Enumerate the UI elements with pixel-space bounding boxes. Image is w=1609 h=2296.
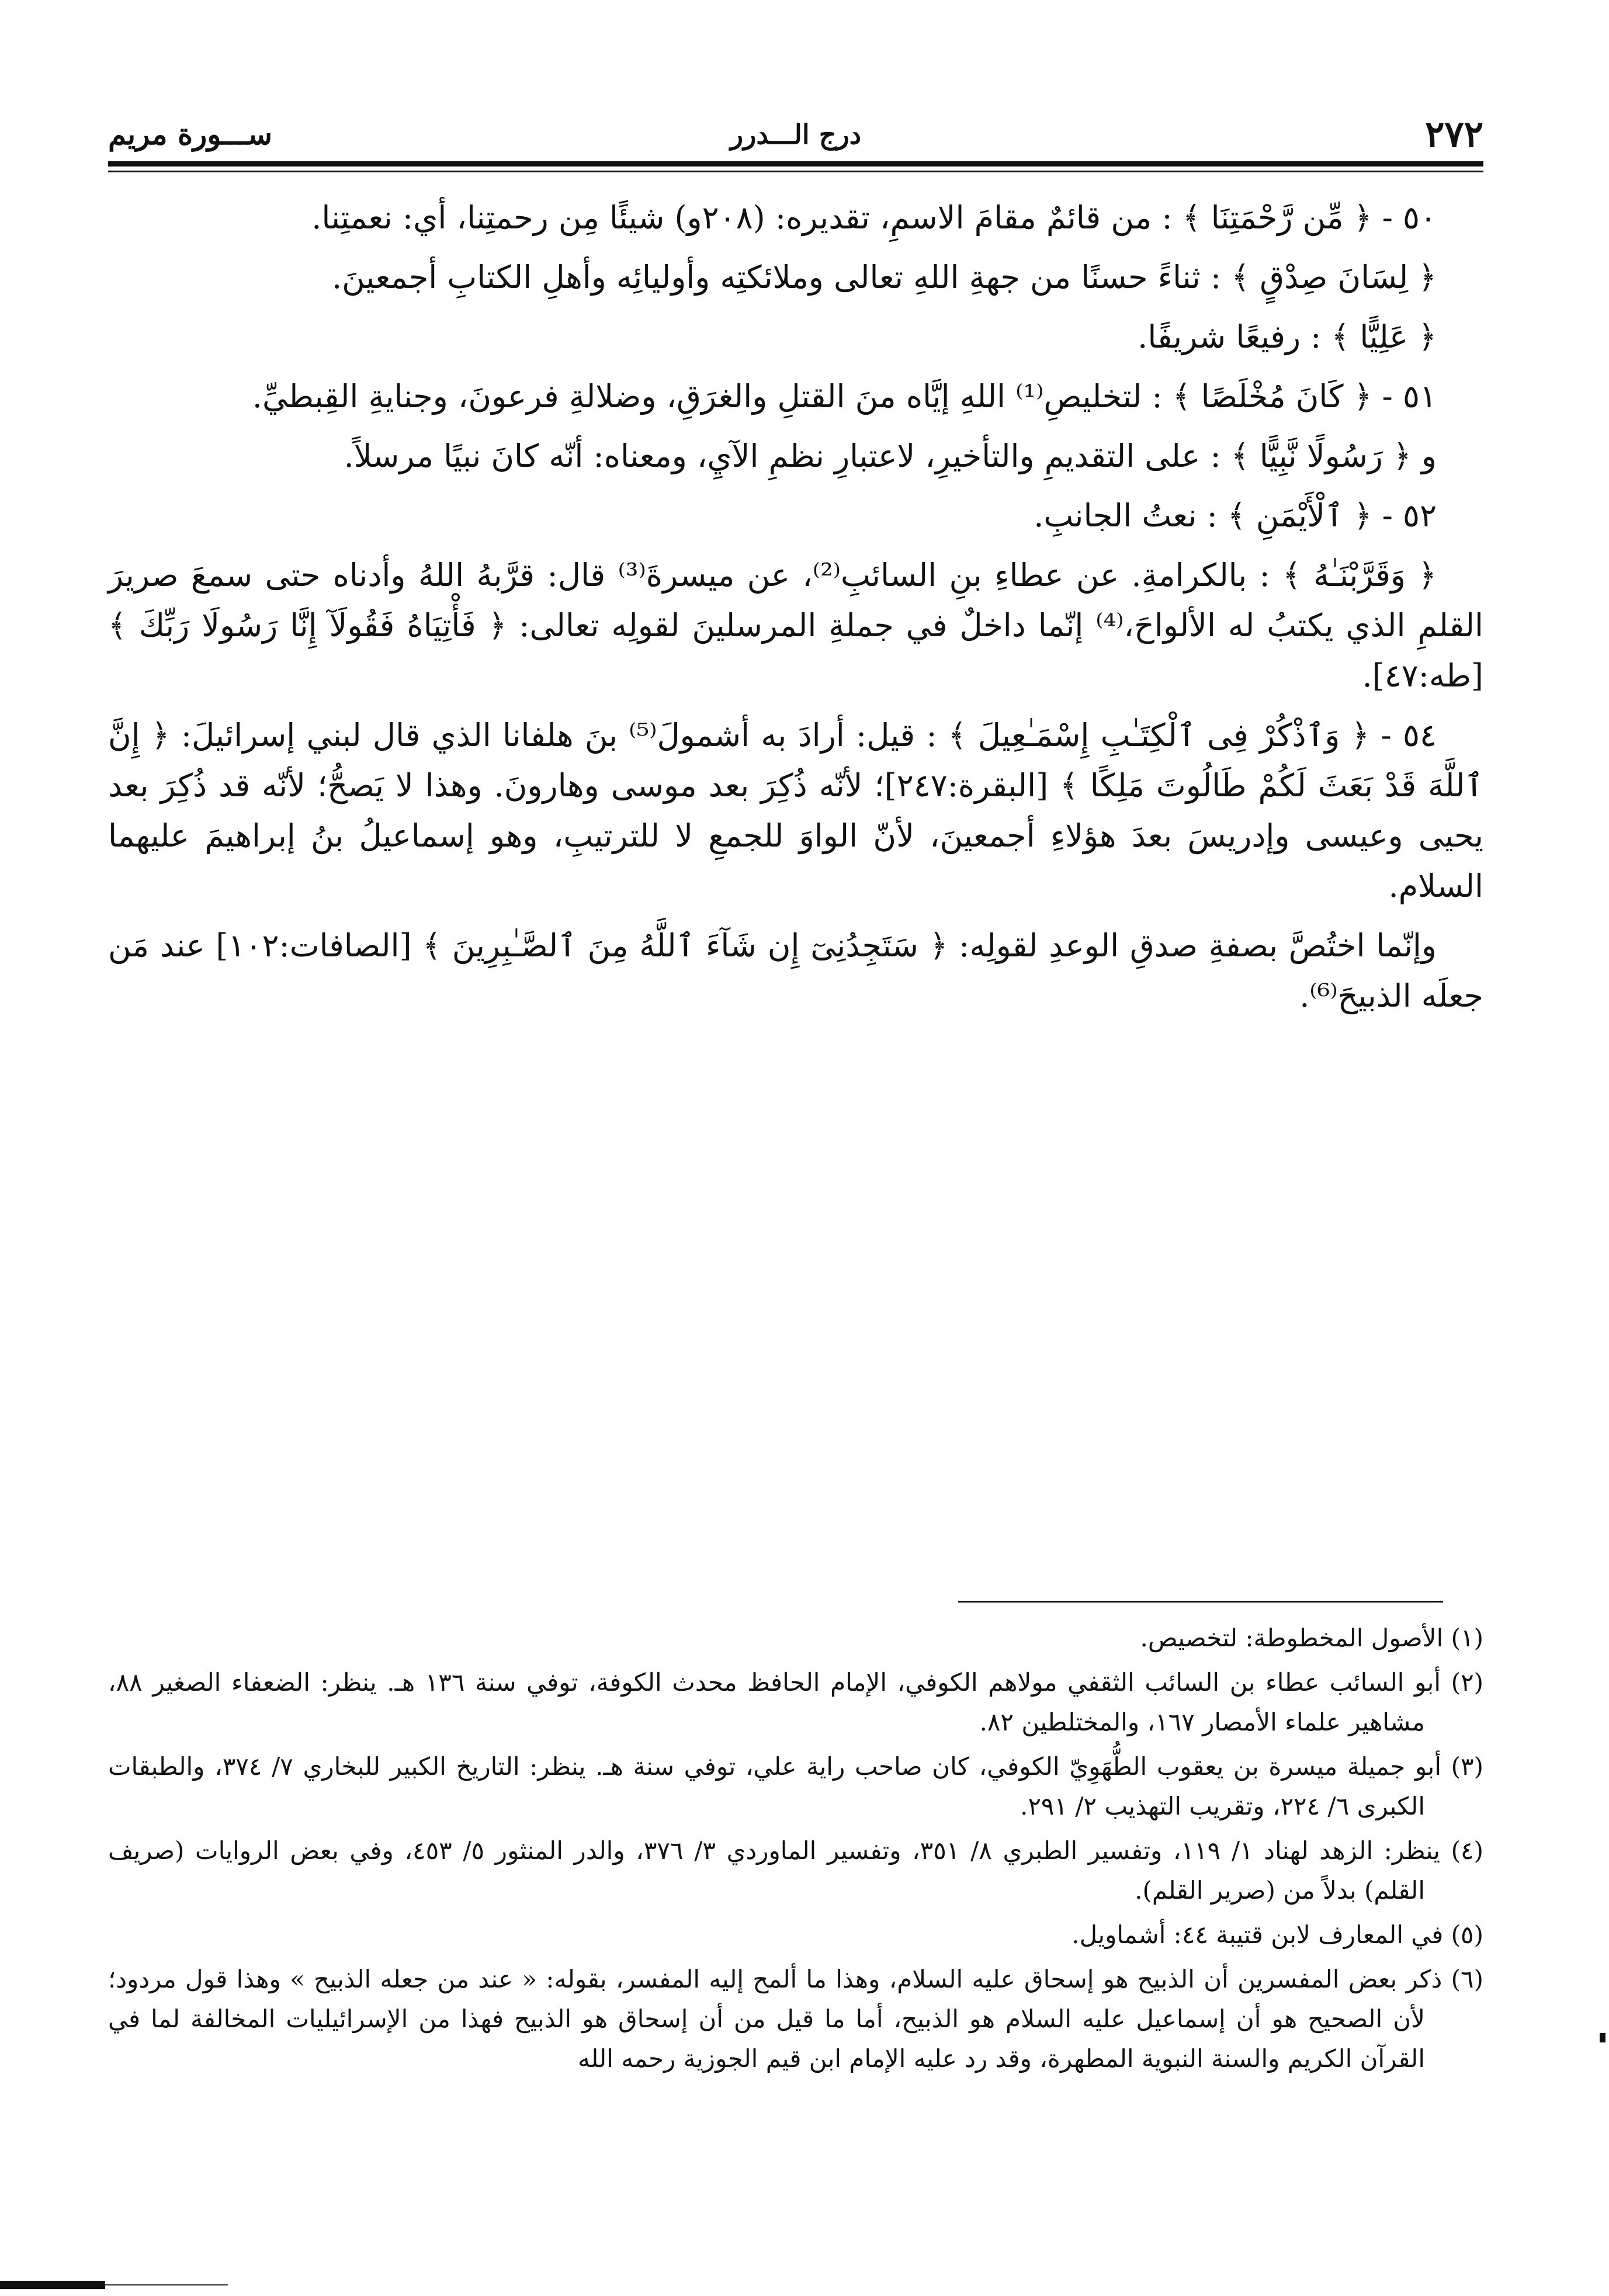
book-title: درج الـــدرر (730, 119, 862, 150)
page-number: ٢٧٢ (1425, 113, 1483, 155)
paragraph-sidq-al-wad: وإنّما اختُصَّ بصفةِ صدقِ الوعدِ لقولِه: ﴿ سَتَجِدُنِىٓ إِن شَآءَ ٱللَّهُ مِنَ ٱلصَّـٰبِرِينَ ﴾ [الصافات:١٠٢] عند مَن جعلَه الذبيحَ⁽⁶⁾. (108, 927, 1483, 1014)
scan-mark (1600, 2033, 1605, 2042)
footnotes (108, 1618, 1483, 2083)
paragraph-verse-54: ٥٤ - ﴿ وَٱذْكُرْ فِى ٱلْكِتَـٰبِ إِسْمَـٰعِيلَ ﴾ : قيل: أرادَ به أشمولَ⁽⁵⁾ بنَ هلفانا الذي قال لبني إسرائيلَ: ﴿ إِنَّ ٱللَّهَ قَدْ بَعَثَ لَكُمْ طَالُوتَ مَلِكًا ﴾ [البقرة:٢٤٧]؛ لأنّه ذُكِرَ بعد موسى وهارونَ. وهذا لا يَصحُّ؛ لأنّه قد ذُكِرَ بعد يحيى وعيسى وإدريسَ بعدَ هؤلاءِ أجمعينَ، لأنّ الواوَ للجمعِ لا للترتيبِ، وهو إسماعيلُ بنُ إبراهيمَ عليهما السلام. (108, 717, 1483, 904)
header-rule-thick (108, 161, 1483, 167)
scan-edge-line (105, 2284, 228, 2285)
surah-title: ســـورة مريم (108, 117, 272, 151)
scan-edge-mark (0, 2281, 105, 2289)
paragraph-aliyya: ﴿ عَلِيًّا ﴾ : رفيعًا شريفًا. (1138, 318, 1437, 355)
running-header (108, 111, 1483, 158)
paragraph-verse-51: ٥١ - ﴿ كَانَ مُخْلَصًا ﴾ : لتخليصِ⁽¹⁾ اللهِ إيَّاه منَ القتلِ والغرَقِ، وضلالةِ فرعونَ، وجنايةِ القِبطيِّ. (252, 378, 1437, 415)
footnote-4: (٤) ينظر: الزهد لهناد ١/ ١١٩، وتفسير الطبري ٨/ ٣٥١، وتفسير الماوردي ٣/ ٣٧٦، والدر المنثور ٥/ ٤٥٣، وفي بعض الروايات (صريف القلم) بدلاً من (صرير القلم). (108, 1836, 1483, 1905)
main-text (108, 193, 1483, 1031)
paragraph-lisan-sidq: ﴿ لِسَانَ صِدْقٍ ﴾ : ثناءً حسنًا من جهةِ اللهِ تعالى وملائكتِه وأوليائِه وأهلِ الكتابِ أجمعينَ. (332, 259, 1437, 296)
footnote-6: (٦) ذكر بعض المفسرين أن الذبيح هو إسحاق عليه السلام، وهذا ما ألمح إليه المفسر، بقوله: « عند من جعله الذبيح » وهذا قول مردود؛ لأن الصحيح هو أن إسماعيل عليه السلام هو الذبيح، أما ما قيل من أن إسحاق هو الذبيح فهذا من الإسرائيليات المخالفة لما في القرآن الكريم والسنة النبوية المطهرة، وقد رد عليه الإمام ابن قيم الجوزية رحمه الله (108, 1965, 1483, 2073)
paragraph-verse-52: ٥٢ - ﴿ ٱلْأَيْمَنِ ﴾ : نعتُ الجانبِ. (1034, 497, 1437, 534)
paragraph-rasul-nabi: و ﴿ رَسُولًا نَّبِيًّا ﴾ : على التقديمِ والتأخيرِ، لاعتبارِ نظمِ الآيِ، ومعناه: أنّه كانَ نبيًا مرسلاً. (344, 438, 1437, 474)
footnote-1: (١) الأصول المخطوطة: لتخصيص. (1140, 1624, 1483, 1652)
footnote-2: (٢) أبو السائب عطاء بن السائب الثقفي مولاهم الكوفي، الإمام الحافظ محدث الكوفة، توفي سنة ١٣٦ هـ. ينظر: الضعفاء الصغير ٨٨، مشاهير علماء الأمصار ١٦٧، والمختلطين ٨٢. (108, 1668, 1484, 1736)
paragraph-qarrabnahu: ﴿ وَقَرَّبْنَـٰهُ ﴾ : بالكرامةِ. عن عطاءِ بنِ السائبِ⁽²⁾، عن ميسرةَ⁽³⁾ قال: قرَّبهُ اللهُ وأدناه حتى سمعَ صريرَ القلمِ الذي يكتبُ له الألواحَ،⁽⁴⁾ إنّما داخلٌ في جملةِ المرسلينَ لقولِه تعالى: ﴿ فَأْتِيَاهُ فَقُولَآ إِنَّا رَسُولَا رَبِّكَ ﴾ [طه:٤٧]. (108, 557, 1484, 694)
footnote-3: (٣) أبو جميلة ميسرة بن يعقوب الطُّهَوِيّ الكوفي، كان صاحب راية علي، توفي سنة هـ. ينظر: التاريخ الكبير للبخاري ٧/ ٣٧٤، والطبقات الكبرى ٦/ ٢٢٤، وتقريب التهذيب ٢/ ٢٩١. (108, 1752, 1483, 1820)
header-rule-thin (108, 171, 1483, 172)
footnote-5: (٥) في المعارف لابن قتيبة ٤٤: أشماويل. (1071, 1920, 1483, 1949)
footnote-separator (958, 1601, 1443, 1603)
paragraph-verse-50: ٥٠ - ﴿ مِّن رَّحْمَتِنَا ﴾ : من قائمٌ مقامَ الاسمِ، تقديره: (٢٠٨و) شيئًا مِن رحمتِنا، أي: نعمتِنا. (311, 199, 1437, 236)
